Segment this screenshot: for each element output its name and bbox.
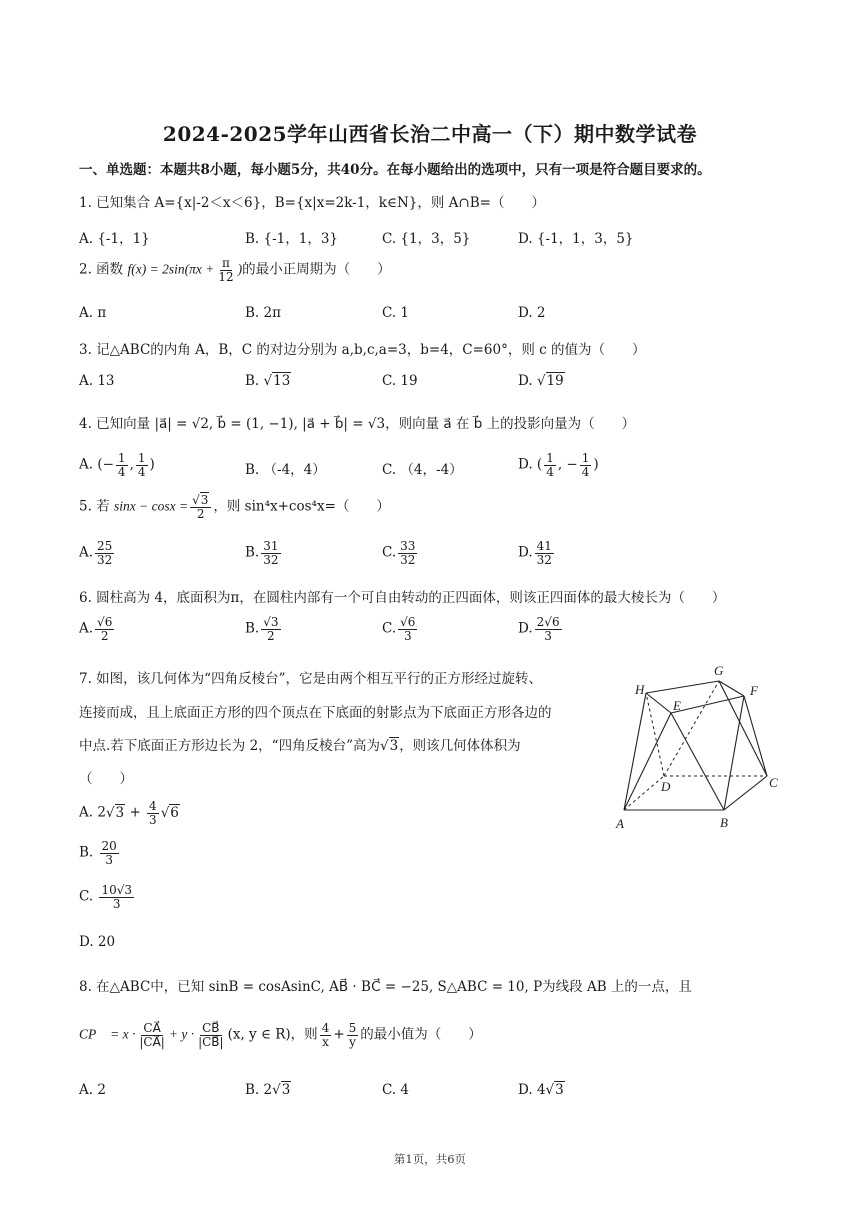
q8-plus: +: [333, 1026, 345, 1043]
q2-formula-end: ): [237, 261, 243, 277]
q2-frac-num: π: [222, 256, 230, 270]
q5-a-label: A.: [79, 544, 94, 561]
q5-formula: sinx − cosx =: [113, 498, 189, 514]
q7-a-den: 3: [149, 812, 157, 827]
q5-c-den: 32: [400, 552, 416, 567]
q3-option-b-label: B.: [245, 373, 264, 389]
q8-frac3-den: x: [322, 1034, 329, 1049]
q5-c-label: C.: [382, 544, 397, 561]
vertex-label-F: F: [750, 683, 758, 698]
edge-EF: [671, 696, 744, 713]
q5-frac-num: √3: [190, 494, 211, 508]
q2-prefix: 2. 函数: [79, 261, 124, 278]
q5-a-den: 32: [97, 552, 113, 567]
q2-option-c: C. 1: [382, 305, 410, 321]
q3-option-b: [245, 373, 291, 389]
q7-c-den: 3: [112, 896, 121, 911]
q4-option-a-frac2: [136, 452, 148, 478]
q3-option-b-rad: 13: [273, 373, 291, 389]
question-5: [79, 494, 390, 520]
q7-line3-a: 中点.若下底面正方形边长为 2，“四角反棱台”高为: [79, 738, 380, 754]
q6-option-b: B. $\frac{√3}{2}$: [245, 615, 279, 643]
q5-option-c: [382, 540, 419, 566]
q7-c-coef: 10: [101, 883, 117, 897]
q7-a-num: 4: [149, 799, 157, 813]
q5-frac-den: 2: [196, 506, 205, 521]
q6-c-rad: 6: [407, 615, 416, 629]
q5-c-num: 33: [400, 539, 416, 553]
q3-option-b-sqrt: √13: [263, 373, 291, 389]
edge-HG: [646, 681, 719, 693]
q4-a-f2-num: 1: [137, 451, 146, 465]
q3-option-d-label: D.: [518, 373, 537, 389]
vertex-label-E: E: [673, 698, 681, 713]
q8-option-a: A. 2: [79, 1082, 106, 1098]
q7-a-rad: 3: [115, 804, 125, 821]
q8-frac4-den: y: [349, 1034, 356, 1049]
q4-option-a: A. (− $\frac{1}{4}$ , $\frac{1}{4}$ ): [79, 451, 155, 479]
q6-d-label: D.: [518, 620, 533, 637]
q5-prefix: 5. 若: [79, 498, 110, 515]
q5-suffix: ，则 sin⁴x+cos⁴x=（ ）: [213, 498, 390, 515]
q7-line3-rad: 3: [389, 738, 399, 754]
q8-d-coef: 4: [536, 1082, 546, 1098]
q5-fraction: [190, 494, 211, 520]
q1-option-d: D. {-1，1，3，5}: [518, 231, 634, 247]
q8-option-b: B. 2√3: [245, 1082, 291, 1098]
q7-option-b: [79, 840, 121, 866]
section-heading: 一、单选题：本题共8小题，每小题5分，共40分。在每小题给出的选项中，只有一项是符合题目要求的。: [79, 162, 711, 178]
vertex-label-D: D: [661, 779, 671, 794]
q7-a-rad2: 6: [170, 804, 179, 821]
q6-b-rad: 3: [270, 615, 279, 629]
edge-BC: [724, 776, 767, 810]
q7-a-label: A.: [79, 804, 94, 821]
q7-c-label: C.: [79, 888, 94, 905]
q1-option-a: A. {-1，1}: [79, 231, 150, 247]
q3-option-d-rad: 19: [546, 373, 564, 389]
q5-d-den: 32: [536, 552, 552, 567]
q4-a-f2-den: 4: [137, 464, 146, 479]
q8-frac1-num: CA⃗: [143, 1021, 161, 1035]
q8-frac2-num: CB⃗: [202, 1021, 220, 1035]
q6-c-den: 3: [403, 628, 412, 643]
q4-option-a-frac1: [116, 452, 128, 478]
q6-b-den: 2: [267, 628, 275, 643]
q5-a-num: 25: [97, 539, 113, 553]
question-4: 4. 已知向量 |a⃗| = √2, b⃗ = (1, −1), |a⃗ + b⃗| = √3，则向量 a⃗ 在 b⃗ 上的投影向量为（ ）: [79, 416, 636, 432]
question-1: 1. 已知集合 A={x|-2＜x＜6}，B={x|x=2k-1，k∈N}，则 A∩B=（ ）: [79, 195, 545, 211]
q4-a-f1-den: 4: [117, 464, 126, 479]
q8-b-rad: 3: [281, 1082, 291, 1098]
q2-option-b: B. 2π: [245, 305, 281, 321]
q8-line2-c: (x, y ∈ R)，则: [227, 1026, 318, 1043]
question-8-line-1: 8. 在△ABC中，已知 sinB = cosAsinC, AB⃗ · BC⃗ = −25, S△ABC = 10, P为线段 AB 上的一点，且: [79, 979, 692, 995]
q6-option-c: C. $\frac{√6}{3}$: [382, 615, 416, 643]
edge-DG: [664, 681, 719, 776]
q5-b-den: 32: [263, 552, 279, 567]
q8-b-coef: 2: [263, 1082, 273, 1098]
q4-option-b: B. （-4，4）: [245, 462, 326, 478]
q6-option-d: D. $\frac{2√6}{3}$: [518, 615, 560, 643]
q7-line3-b: ，则该几何体体积为: [399, 738, 521, 754]
q8-frac1-den: |CA⃗|: [139, 1034, 165, 1049]
question-3: 3. 记△ABC的内角 A，B，C 的对边分别为 a,b,c,a=3，b=4，C=60°，则 c 的值为（ ）: [79, 342, 646, 358]
q8-d-rad: 3: [555, 1082, 564, 1098]
question-2: [79, 257, 391, 283]
q2-fraction: [216, 257, 235, 283]
vertex-label-G: G: [714, 663, 724, 678]
vertex-label-A: A: [616, 816, 624, 831]
question-7-line-1: 7. 如图，该几何体为“四角反棱台”，它是由两个相互平行的正方形经过旋转、: [79, 671, 542, 687]
q4-d-f2-den: 4: [581, 464, 590, 479]
q7-a-coef: 2: [97, 804, 106, 821]
vertex-label-H: H: [635, 682, 645, 697]
q8-frac4-num: 5: [348, 1021, 357, 1035]
q4-d-f1-num: 1: [546, 451, 554, 465]
q2-frac-den: 12: [218, 269, 234, 284]
vertex-label-C: C: [769, 775, 778, 790]
q7-b-label: B.: [79, 844, 94, 861]
q6-d-den: 3: [544, 628, 552, 643]
q4-d-f2-num: 1: [581, 451, 590, 465]
q5-b-num: 31: [263, 539, 279, 553]
q6-a-rad: 6: [104, 615, 113, 629]
q7-b-num: 20: [101, 839, 117, 853]
edge-CF: [744, 696, 767, 776]
q3-option-d: [518, 373, 565, 389]
q2-option-a: A. π: [79, 305, 107, 321]
q6-d-coef: 2: [536, 615, 545, 629]
q8-frac3-num: 4: [321, 1021, 330, 1035]
question-7-line-2: 连接而成，且上底面正方形的四个顶点在下底面的射影点为下底面正方形各边的: [79, 705, 552, 721]
q2-suffix: 的最小正周期为（ ）: [242, 261, 391, 278]
q4-d-f1-den: 4: [546, 464, 554, 479]
q7-option-c: C. $\frac{10√3}{3}$: [79, 883, 133, 911]
q6-c-label: C.: [382, 620, 397, 637]
q4-option-d-frac1: [544, 452, 556, 478]
edge-AD: [624, 776, 664, 810]
q5-option-d: [518, 540, 556, 566]
q3-option-d-sqrt: √19: [536, 373, 564, 389]
q3-option-a: A. 13: [79, 373, 115, 389]
q7-option-d: D. 20: [79, 934, 116, 950]
q6-d-rad: 6: [551, 615, 560, 629]
q5-d-label: D.: [518, 544, 533, 561]
q4-option-d: D. ( $\frac{1}{4}$ , − $\frac{1}{4}$ ): [518, 451, 599, 479]
edge-AE: [624, 713, 671, 810]
question-7-line-3: [79, 734, 521, 754]
q8-line2-b: + y ·: [168, 1026, 195, 1042]
q4-a-f1-num: 1: [117, 451, 126, 465]
q2-option-d: D. 2: [518, 305, 546, 321]
q8-frac2-den: |CB⃗|: [198, 1034, 224, 1049]
q7-option-a: A. 2√3 + $\frac{4}{3}$ √6: [79, 799, 179, 827]
question-8-line-2: [79, 1022, 482, 1048]
q6-a-den: 2: [100, 628, 109, 643]
q5-b-label: B.: [245, 544, 260, 561]
edge-AH: [624, 693, 646, 810]
q6-b-label: B.: [245, 620, 260, 637]
page-footer: 第1页，共6页: [393, 1152, 467, 1166]
q6-option-a: A. $\frac{√6}{2}$: [79, 615, 113, 643]
q7-b-den: 3: [105, 852, 113, 867]
q1-option-b: B. {-1，1，3}: [245, 231, 339, 247]
edge-BF: [724, 696, 744, 810]
q4-option-d-label: D.: [518, 456, 533, 473]
q8-line2-a: CP⃗ = x ·: [79, 1026, 136, 1042]
q7-a-plus: +: [129, 804, 141, 821]
q2-formula: f(x) = 2sin(πx +: [127, 261, 215, 277]
vertex-label-B: B: [720, 815, 728, 830]
page-title: 2024-2025学年山西省长治二中高一（下）期中数学试卷: [162, 122, 698, 146]
q7-line3-sqrt: √3: [379, 738, 399, 754]
q8-option-d: D. 4√3: [518, 1082, 564, 1098]
q5-d-num: 41: [536, 539, 552, 553]
q3-option-c: C. 19: [382, 373, 418, 389]
q5-frac-rad: 3: [200, 493, 209, 507]
q1-option-c: C. {1，3，5}: [382, 231, 471, 247]
edge-BE: [671, 713, 724, 810]
question-6: 6. 圆柱高为 4，底面积为π，在圆柱内部有一个可自由转动的正四面体，则该正四面体的最大棱长为（ ）: [79, 590, 726, 606]
q8-option-c: C. 4: [382, 1082, 410, 1098]
q7-c-rad: 3: [124, 883, 133, 897]
q8-b-label: B.: [245, 1082, 260, 1098]
question-7-line-4: （ ）: [79, 771, 133, 787]
q5-option-a: [79, 540, 116, 566]
q8-d-label: D.: [518, 1082, 533, 1098]
anti-prism-figure: [614, 663, 784, 833]
q4-option-c: C. （4，-4）: [382, 462, 463, 478]
q4-option-a-label: A.: [79, 456, 94, 473]
q4-option-d-frac2: [580, 452, 592, 478]
q5-option-b: [245, 540, 283, 566]
q8-line2-d: 的最小值为（ ）: [360, 1026, 482, 1043]
q6-a-label: A.: [79, 620, 94, 637]
